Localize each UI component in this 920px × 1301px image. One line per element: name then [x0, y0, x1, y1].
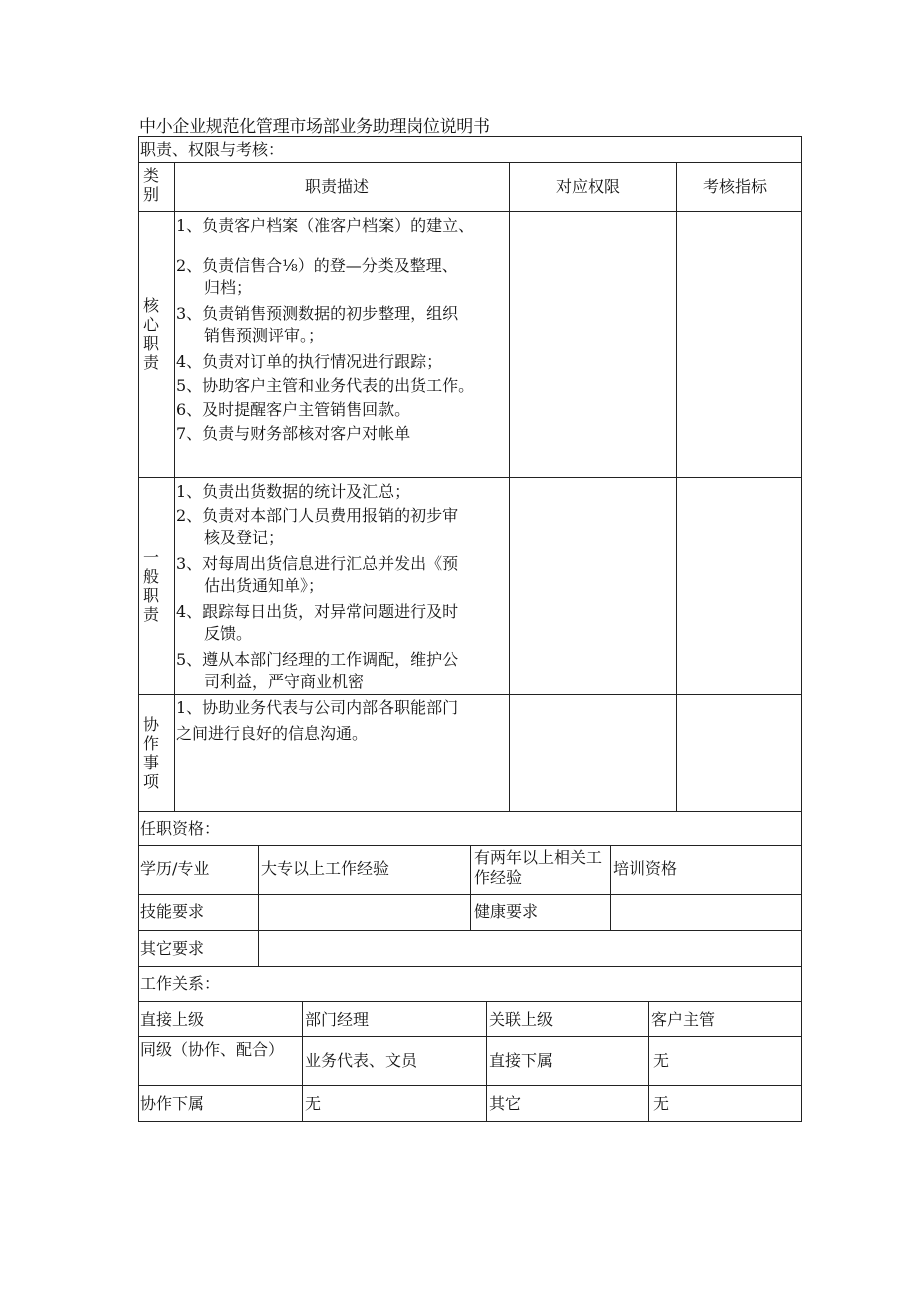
general-duty-line: 4、跟踪每日出货，对异常问题进行及时 [176, 602, 459, 621]
direct-subordinate-value: 无 [653, 1051, 670, 1070]
rule [138, 811, 802, 812]
general-duty-line: 反馈。 [204, 624, 253, 643]
header-authority: 对应权限 [556, 177, 621, 196]
header-assessment: 考核指标 [703, 177, 768, 196]
header-category: 类别 [142, 166, 159, 204]
related-superior-value: 客户主管 [651, 1010, 716, 1029]
core-duty-line: 销售预测评审。； [204, 326, 325, 345]
general-duties-list [176, 481, 508, 693]
rule [470, 845, 471, 930]
general-duty-line: 2、负责对本部门人员费用报销的初步审 [176, 506, 459, 525]
rule [509, 162, 510, 811]
core-duty-line: 3、负责销售预测数据的初步整理，组织 [176, 304, 459, 323]
direct-superior-label: 直接上级 [140, 1010, 205, 1029]
rule [138, 966, 802, 967]
rule [676, 162, 677, 811]
peer-label: 同级（协作、配合） [140, 1040, 285, 1059]
peer-value: 业务代表、文员 [305, 1051, 418, 1070]
coop-subordinate-value: 无 [305, 1094, 322, 1113]
core-duty-line: 4、负责对订单的执行情况进行跟踪； [176, 352, 443, 371]
core-duties-label: 核心职责 [142, 296, 159, 372]
document-title: 中小企业规范化管理市场部业务助理岗位说明书 [139, 117, 490, 137]
health-label: 健康要求 [474, 902, 539, 921]
core-duty-line: 6、及时提醒客户主管销售回款。 [176, 400, 411, 419]
rule [138, 1085, 802, 1086]
rule [486, 1001, 487, 1122]
coop-items-list [176, 697, 508, 809]
rule [258, 845, 259, 966]
core-duty-line: 5、协助客户主管和业务代表的出货工作。 [176, 376, 475, 395]
other-requirements-label: 其它要求 [140, 939, 205, 958]
rule [138, 477, 802, 478]
rule [138, 211, 802, 212]
core-duty-line: 归档； [204, 278, 253, 297]
skill-label: 技能要求 [140, 902, 205, 921]
rule [648, 1001, 649, 1122]
other-relation-label: 其它 [489, 1094, 522, 1113]
core-duty-line: 2、负责信售合⅛）的登—分类及整理、 [176, 256, 458, 275]
other-relation-value: 无 [653, 1094, 670, 1113]
core-duty-line: 7、负责与财务部核对客户对帐单 [176, 424, 411, 443]
qualifications-section-label: 任职资格： [140, 819, 221, 838]
core-duty-line: 1、负责客户档案（准客户档案）的建立、 [176, 216, 475, 235]
experience-label: 有两年以上相关工作经验 [474, 848, 603, 887]
general-duty-line: 1、负责出货数据的统计及汇总； [176, 482, 411, 501]
training-label: 培训资格 [613, 859, 678, 878]
education-label: 学历/专业 [140, 859, 210, 878]
coop-item-line: 1、协助业务代表与公司内部各职能部门 [176, 698, 459, 717]
general-duty-line: 估出货通知单》； [204, 576, 325, 595]
rule [174, 162, 175, 811]
rule [302, 1001, 303, 1122]
related-superior-label: 关联上级 [489, 1010, 554, 1029]
education-value: 大专以上工作经验 [261, 859, 390, 878]
direct-subordinate-label: 直接下属 [489, 1051, 554, 1070]
rule [138, 930, 802, 931]
general-duty-line: 3、对每周出货信息进行汇总并发出《预 [176, 554, 459, 573]
general-duty-line: 核及登记； [204, 528, 285, 547]
coop-items-label: 协作事项 [142, 715, 159, 791]
duties-section-label: 职责、权限与考核： [140, 140, 285, 159]
rule [138, 1036, 802, 1037]
general-duties-label: 一般职责 [142, 548, 159, 624]
core-duties-list [176, 215, 508, 475]
rule [138, 162, 802, 163]
header-description: 职责描述 [305, 177, 370, 196]
general-duty-line: 司利益，严守商业机密 [204, 672, 365, 691]
coop-item-line: 之间进行良好的信息沟通。 [176, 724, 369, 743]
general-duty-line: 5、遵从本部门经理的工作调配，维护公 [176, 650, 459, 669]
rule [138, 694, 802, 695]
rule [610, 845, 611, 930]
direct-superior-value: 部门经理 [305, 1010, 370, 1029]
rule [138, 1001, 802, 1002]
coop-subordinate-label: 协作下属 [140, 1094, 205, 1113]
relations-section-label: 工作关系： [140, 974, 221, 993]
